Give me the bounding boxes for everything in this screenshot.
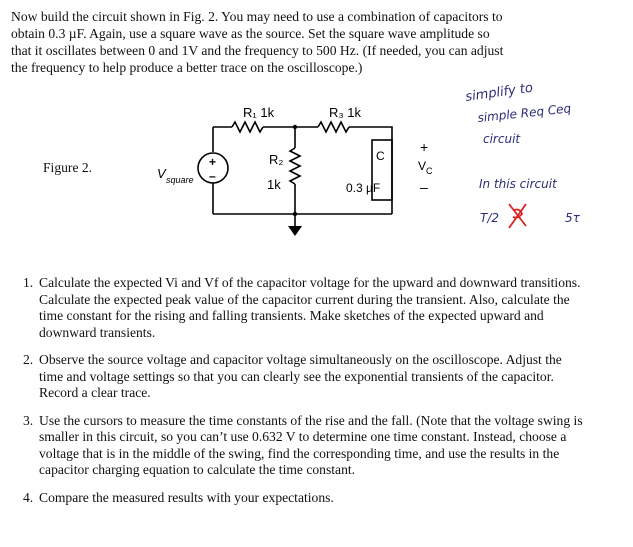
source-sub: square [166, 175, 194, 185]
task-item-3 [23, 413, 583, 479]
vc-minus: – [420, 179, 428, 195]
r3-resistor [318, 122, 349, 132]
r3-label: R₃ 1k [329, 105, 362, 120]
task-number: 3. [23, 412, 34, 428]
task-item-4 [23, 490, 583, 507]
cap-value: 0.3 µF [346, 181, 381, 195]
r1-label: R₁ 1k [243, 105, 275, 120]
handwritten-line-1: simplify to [464, 80, 534, 105]
source-plus: + [209, 155, 217, 169]
handwritten-line-5: T/2 [480, 211, 500, 225]
intro-line-2: obtain 0.3 µF. Again, use a square wave as the source. Set the square wave amplitude so [11, 26, 490, 41]
ground-arrow-icon [288, 226, 302, 236]
task-text: Use the cursors to measure the time constants of the rise and the fall. (Note that the voltage swing is smaller in this circuit, so you can’t use 0.632 V to determine one time constant. Instead, choose a voltage that is in the middle of the swing, find the corresponding time, and use the results in the capacitor charging equation to calculate the time constant. [39, 412, 583, 477]
intro-line-3: that it oscillates between 0 and 1V and the frequency to 500 Hz. (If needed, you can adjust [11, 43, 504, 58]
figure-label: Figure 2. [43, 160, 93, 175]
intro-line-4: the frequency to help produce a better trace on the oscilloscope.) [11, 60, 363, 75]
task-number: 1. [23, 275, 34, 290]
source-label: V [157, 166, 166, 181]
handwritten-line-3: circuit [483, 132, 521, 146]
task-text: Compare the measured results with your expectations. [39, 489, 334, 505]
cap-label: C [376, 149, 385, 163]
wire-top-right [349, 127, 392, 140]
r2-value: 1k [267, 177, 281, 192]
task-text: Observe the source voltage and capacitor voltage simultaneously on the oscilloscope. Adjust the time and voltage settings so that you can clearly see the exponential transients of the capacitor. Record a clear trace. [39, 352, 562, 400]
r2-label: R₂ [269, 152, 284, 167]
r1-resistor [232, 122, 263, 132]
handwritten-line-6: 5τ [565, 211, 580, 225]
handwritten-line-4: In this circuit [479, 177, 557, 191]
vc-label: V [418, 159, 427, 173]
task-text: Calculate the expected Vi and Vf of the capacitor voltage for the upward and downward transitions. Calculate the expected peak value of the capacitor current during the transient. Also, calculate the time constant for the rising and falling transients. Make sketches of the expected upward and downward transients. [39, 275, 581, 340]
task-item-2 [23, 352, 583, 402]
vc-plus: + [420, 139, 429, 155]
task-number: 4. [23, 489, 34, 505]
intro-line-1: Now build the circuit shown in Fig. 2. You may need to use a combination of capacitors to [11, 9, 503, 24]
task-number: 2. [23, 352, 34, 367]
task-item-1 [23, 275, 583, 341]
task-list [23, 275, 583, 517]
r2-resistor [290, 148, 300, 184]
vc-sub: C [426, 166, 433, 176]
red-cross-out-mark-icon [509, 204, 526, 228]
source-minus: – [209, 169, 216, 183]
handwritten-line-2: simple Req Ceq [476, 101, 572, 125]
